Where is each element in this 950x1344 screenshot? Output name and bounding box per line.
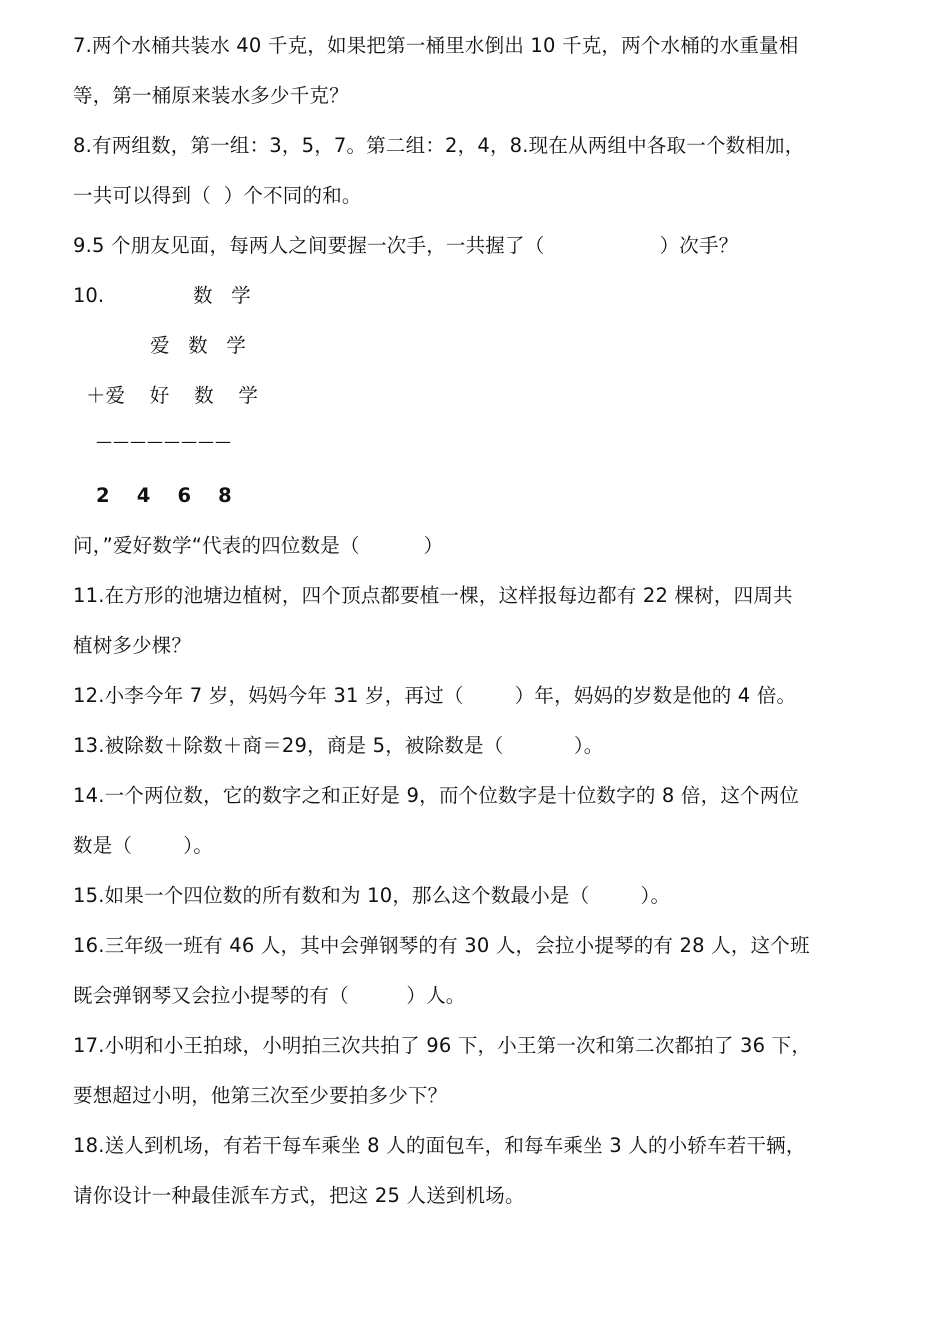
q10-addend-row2: 爱 数 学 bbox=[150, 334, 246, 357]
q10-label: 10. bbox=[73, 284, 105, 307]
q11-line1: 11.在方形的池塘边植树，四个顶点都要植一棵，这样报每边都有 22 棵树，四周共 bbox=[73, 584, 793, 607]
q17-line1: 17.小明和小王拍球，小明拍三次共拍了 96 下，小王第一次和第二次都拍了 36 下， bbox=[73, 1034, 812, 1057]
q10-addend-row1: 数 学 bbox=[193, 284, 251, 307]
q8-line2: 一共可以得到（ ）个不同的和。 bbox=[73, 184, 362, 207]
q7-line2: 等，第一桶原来装水多少千克？ bbox=[73, 84, 349, 107]
q10-divider: ———————— bbox=[96, 432, 232, 451]
q10-addend-row3: ＋爱 好 数 学 bbox=[86, 384, 258, 407]
q17-line2: 要想超过小明，他第三次至少要拍多少下？ bbox=[73, 1084, 448, 1107]
q15-line1: 15.如果一个四位数的所有数和为 10，那么这个数最小是（ ）。 bbox=[73, 884, 671, 907]
q11-line2: 植树多少棵？ bbox=[73, 634, 192, 657]
q10-question: 问，”爱好数学“代表的四位数是（ ） bbox=[73, 534, 444, 557]
q12-line1: 12.小李今年 7 岁，妈妈今年 31 岁，再过（ ）年，妈妈的岁数是他的 4 倍。 bbox=[73, 684, 797, 707]
q14-line2: 数是（ ）。 bbox=[73, 834, 213, 857]
q18-line1: 18.送人到机场，有若干每车乘坐 8 人的面包车，和每车乘坐 3 人的小轿车若干辆， bbox=[73, 1134, 806, 1157]
q7-line1: 7.两个水桶共装水 40 千克，如果把第一桶里水倒出 10 千克，两个水桶的水重量相 bbox=[73, 34, 799, 57]
q16-line2: 既会弹钢琴又会拉小提琴的有（ ）人。 bbox=[73, 984, 466, 1007]
q16-line1: 16.三年级一班有 46 人，其中会弹钢琴的有 30 人，会拉小提琴的有 28 人，这个班 bbox=[73, 934, 810, 957]
q10-sum-row: 2 4 6 8 bbox=[96, 484, 232, 507]
q13-line1: 13.被除数＋除数＋商＝29，商是 5，被除数是（ ）。 bbox=[73, 734, 604, 757]
q8-line1: 8.有两组数，第一组：3，5，7。第二组：2，4，8.现在从两组中各取一个数相加， bbox=[73, 134, 805, 157]
q9-line1: 9.5 个朋友见面，每两人之间要握一次手，一共握了（ ）次手？ bbox=[73, 234, 739, 257]
q14-line1: 14.一个两位数，它的数字之和正好是 9，而个位数字是十位数字的 8 倍，这个两位 bbox=[73, 784, 800, 807]
q18-line2: 请你设计一种最佳派车方式，把这 25 人送到机场。 bbox=[73, 1184, 525, 1207]
